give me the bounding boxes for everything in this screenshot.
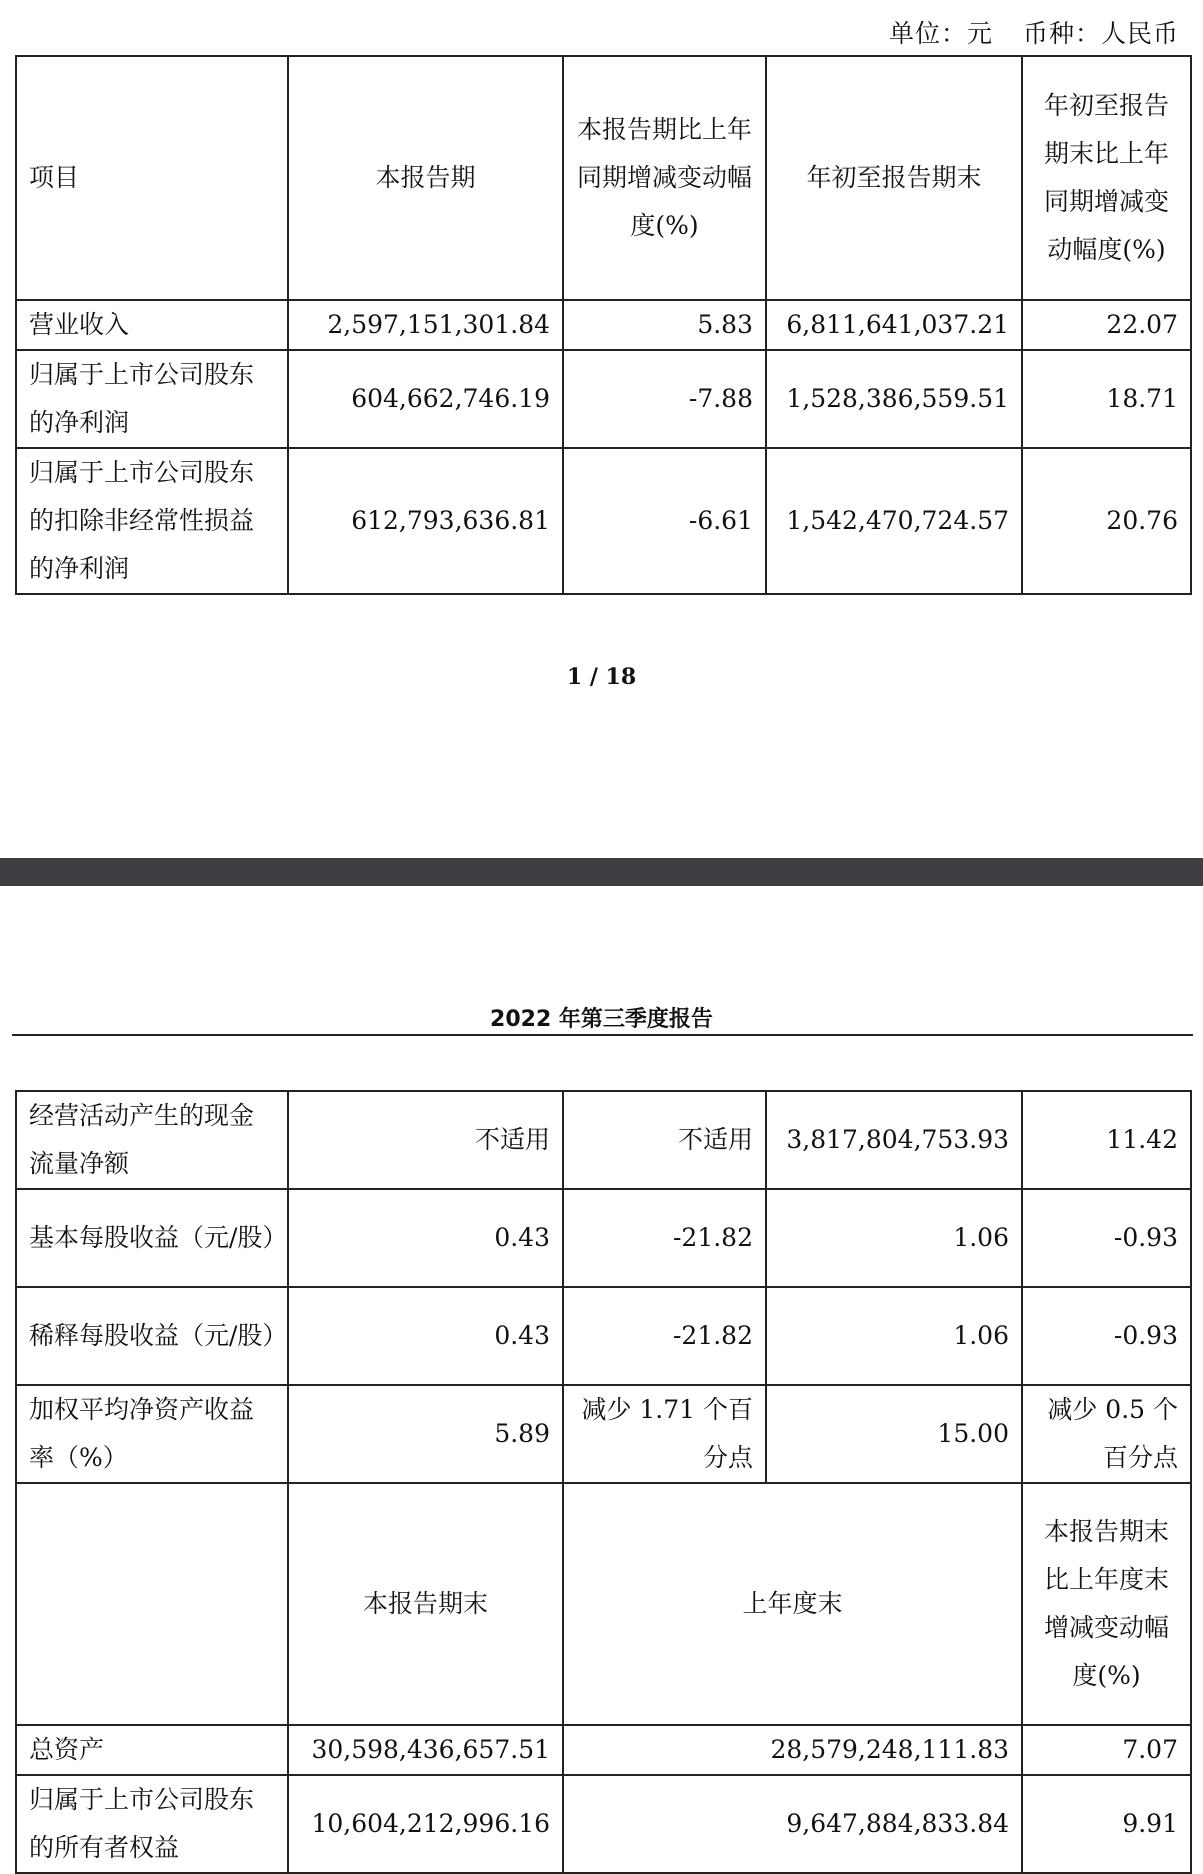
row-label: 基本每股收益（元/股）: [16, 1189, 288, 1287]
prior-year-end-value: 28,579,248,111.83: [563, 1725, 1022, 1775]
change-value: -21.82: [563, 1287, 766, 1385]
ytd-value: 6,811,641,037.21: [766, 300, 1022, 350]
header-balance-change: 本报告期末比上年度末增减变动幅度(%): [1022, 1483, 1191, 1725]
page-separator: [0, 858, 1203, 886]
row-label: 总资产: [16, 1725, 288, 1775]
change-value: 5.83: [563, 300, 766, 350]
ytd-value: 1,542,470,724.57: [766, 448, 1022, 594]
header-blank: [16, 1483, 288, 1725]
table-row: [16, 1775, 1191, 1873]
header-prior-year-end: 上年度末: [563, 1483, 1022, 1725]
current-value: 不适用: [288, 1091, 563, 1189]
balance-change-value: 9.91: [1022, 1775, 1191, 1873]
ytd-value: 1.06: [766, 1189, 1022, 1287]
unit-currency-line: [889, 14, 1179, 50]
ytd-value: 3,817,804,753.93: [766, 1091, 1022, 1189]
prior-year-end-value: 9,647,884,833.84: [563, 1775, 1022, 1873]
change-value: -7.88: [563, 350, 766, 448]
header-current-period: 本报告期: [288, 56, 563, 300]
key-financials-table-continued: [15, 1090, 1192, 1874]
current-value: 0.43: [288, 1189, 563, 1287]
page-number: 1 / 18: [566, 664, 637, 690]
row-label: 加权平均净资产收益率（%）: [16, 1385, 288, 1483]
change-value: -6.61: [563, 448, 766, 594]
current-value: 2,597,151,301.84: [288, 300, 563, 350]
key-financials-table: [15, 55, 1192, 595]
ytd-value: 1.06: [766, 1287, 1022, 1385]
ytd-change-value: 18.71: [1022, 350, 1191, 448]
row-label: 归属于上市公司股东的所有者权益: [16, 1775, 288, 1873]
change-value: 不适用: [563, 1091, 766, 1189]
ytd-change-value: 22.07: [1022, 300, 1191, 350]
balance-change-value: 7.07: [1022, 1725, 1191, 1775]
ytd-value: 1,528,386,559.51: [766, 350, 1022, 448]
period-end-value: 10,604,212,996.16: [288, 1775, 563, 1873]
balance-header-row: [16, 1483, 1191, 1725]
row-label: 归属于上市公司股东的净利润: [16, 350, 288, 448]
row-label: 经营活动产生的现金流量净额: [16, 1091, 288, 1189]
header-item: 项目: [16, 56, 288, 300]
header-ytd-change: 年初至报告期末比上年同期增减变动幅度(%): [1022, 56, 1191, 300]
title-rule: [12, 1034, 1193, 1036]
table-row: [16, 1287, 1191, 1385]
table-row: [16, 350, 1191, 448]
table-row: [16, 448, 1191, 594]
current-value: 604,662,746.19: [288, 350, 563, 448]
ytd-change-value: -0.93: [1022, 1287, 1191, 1385]
current-value: 0.43: [288, 1287, 563, 1385]
current-value: 5.89: [288, 1385, 563, 1483]
header-ytd: 年初至报告期末: [766, 56, 1022, 300]
table-row: [16, 300, 1191, 350]
header-current-change: 本报告期比上年同期增减变动幅度(%): [563, 56, 766, 300]
change-value: 减少 1.71 个百分点: [563, 1385, 766, 1483]
row-label: 归属于上市公司股东的扣除非经常性损益的净利润: [16, 448, 288, 594]
table-row: [16, 1385, 1191, 1483]
document-title: 2022 年第三季度报告: [490, 1007, 713, 1032]
table-header-row: [16, 56, 1191, 300]
ytd-change-value: 11.42: [1022, 1091, 1191, 1189]
table-row: [16, 1091, 1191, 1189]
ytd-change-value: 减少 0.5 个百分点: [1022, 1385, 1191, 1483]
current-value: 612,793,636.81: [288, 448, 563, 594]
currency-label: 币种：人民币: [1022, 19, 1179, 48]
header-period-end: 本报告期末: [288, 1483, 563, 1725]
ytd-change-value: 20.76: [1022, 448, 1191, 594]
period-end-value: 30,598,436,657.51: [288, 1725, 563, 1775]
row-label: 营业收入: [16, 300, 288, 350]
change-value: -21.82: [563, 1189, 766, 1287]
ytd-change-value: -0.93: [1022, 1189, 1191, 1287]
ytd-value: 15.00: [766, 1385, 1022, 1483]
table-row: [16, 1725, 1191, 1775]
unit-label: 单位：元: [888, 19, 993, 48]
table-row: [16, 1189, 1191, 1287]
row-label: 稀释每股收益（元/股）: [16, 1287, 288, 1385]
